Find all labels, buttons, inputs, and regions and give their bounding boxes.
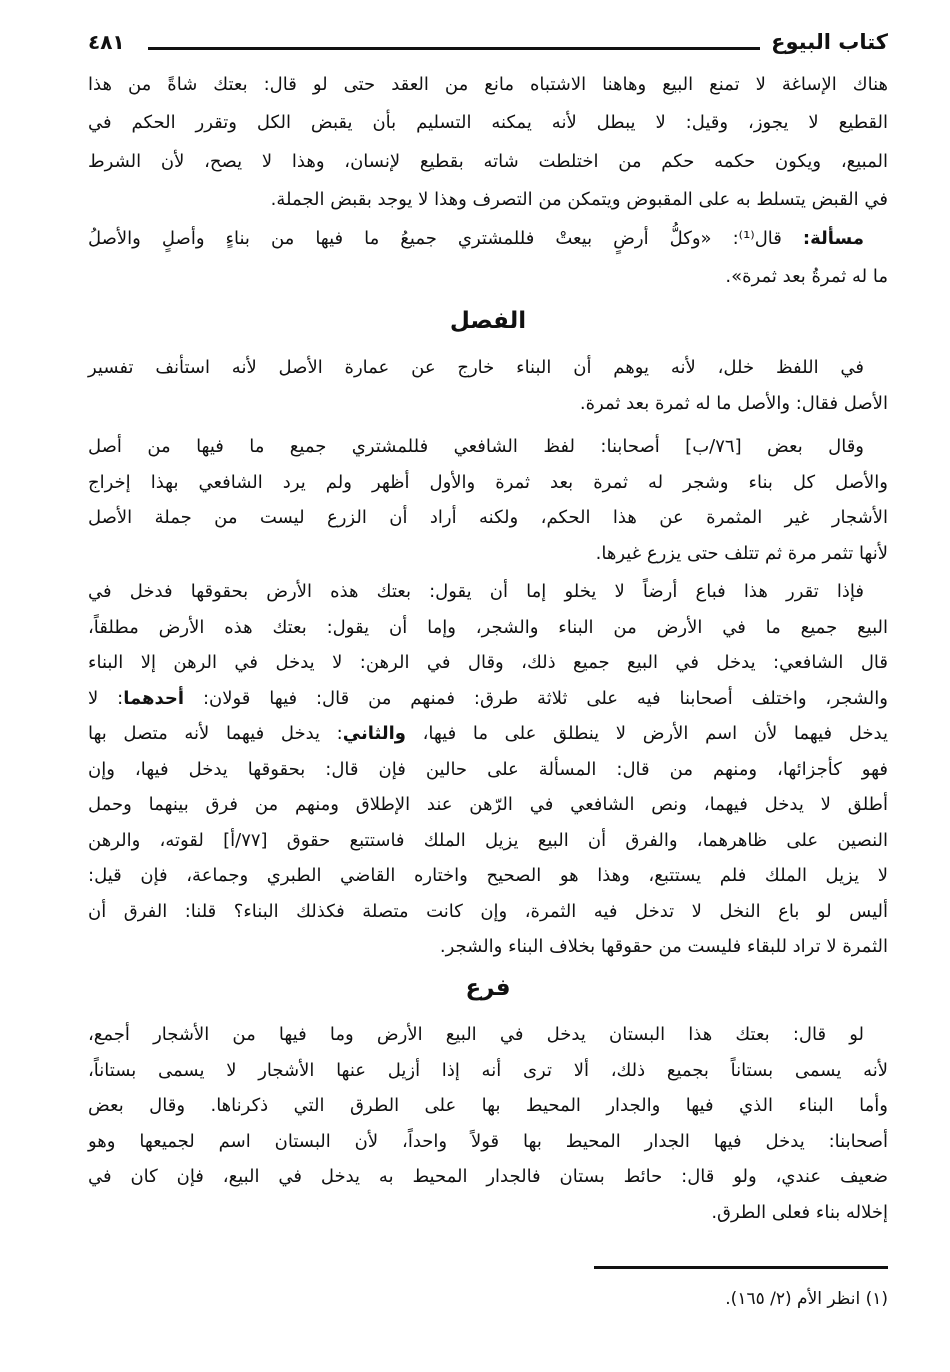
paragraph-1 <box>88 66 888 296</box>
line-text: القطيع لا يجوز، وقيل: لا يبطل لأنه يمكنه التسليم بأن يقبض الكل وتقرر الحكم في <box>88 112 888 134</box>
text-line <box>88 66 888 104</box>
line-text: لا يزيل الملك فلم يستتبع، وهذا هو الصحيح واختاره القاضي الطبري وجماعة، فإن قيل: <box>88 865 888 886</box>
text-line <box>88 1159 888 1195</box>
line-text: : يدخل فيهما لأنه متصل بها <box>88 723 343 744</box>
line-text: قال الشافعي: يدخل في البيع جميع ذلك، وقال في الرهن: لا يدخل في الرهن إلا البناء <box>88 652 888 673</box>
line-text: البيع جميع ما في الأرض من البناء والشجر، وإما أن يقول: بعتك هذه الأرض مطلقاً، <box>88 616 888 638</box>
section-heading-far: فرع <box>465 975 511 1001</box>
page-number: ٤٨١ <box>88 30 125 54</box>
line-text: فإذا تقرر هذا فباع أرضاً لا يخلو إما أن يقول: بعتك هذه الأرض بحقوقها فدخل في <box>88 581 864 602</box>
bold-term: مسألة: <box>802 227 865 249</box>
text-line <box>88 429 888 465</box>
text-line <box>88 386 888 422</box>
paragraph-4 <box>88 574 888 965</box>
text-line <box>88 610 888 646</box>
paragraph-3 <box>88 429 888 571</box>
text-line <box>88 350 888 386</box>
text-line <box>88 258 888 296</box>
line-text: يدخل فيهما لأن اسم الأرض لا ينطلق على ما فيها، <box>405 723 888 744</box>
line-text: ضعيف عندي، ولو قال: حائط بستان فالجدار المحيط به يدخل في البيع، فإن كان في <box>88 1166 888 1187</box>
text-line <box>88 929 888 965</box>
line-text: قال⁽¹⁾: «وكلُّ أرضٍ بيعتْ فللمشتري جميعُ ما فيها من بناءٍ وأصلٍ والأصلُ <box>88 227 803 249</box>
text-line <box>88 752 888 788</box>
line-text: لأنها تثمر مرة ثم تتلف حتى يزرع غيرها. <box>595 542 888 564</box>
book-title: كتاب البيوع <box>771 30 888 54</box>
line-text: الأشجار غير المثمرة عن هذا الحكم، ولكنه أراد أن الزرع ليست من جملة الأصل <box>88 507 888 528</box>
text-line <box>88 465 888 501</box>
line-text: وقال بعض [٧٦/ب] أصحابنا: لفظ الشافعي فللمشتري جميع ما فيها من أصل <box>88 436 864 457</box>
bold-term: أحدهما <box>123 687 185 709</box>
footnote: (١) انظر الأم (٢/ ١٦٥). <box>725 1289 888 1309</box>
line-text: هناك الإساغة لا تمنع البيع وهاهنا الاشتباه مانع من العقد حتى لو قال: بعتك شاةً من هذا <box>88 74 888 95</box>
line-text: وأما البناء الذي فيها والجدار المحيط بها على الطرق التي ذكرناها. وقال بعض <box>88 1095 888 1116</box>
text-line <box>88 500 888 536</box>
text-line <box>88 894 888 930</box>
text-line <box>88 1195 888 1231</box>
paragraph-5 <box>88 1017 888 1230</box>
line-text: إخلاله بناء فعلى الطرق. <box>711 1201 888 1223</box>
line-text: والأصل كل بناء وشجر له ثمرة بعد ثمرة والأول أظهر ولم يرد الشافعي بهذا إخراج <box>88 471 888 493</box>
text-line <box>88 220 888 258</box>
text-line <box>88 536 888 572</box>
line-text: الأصل فقال: والأصل ما له ثمرة بعد ثمرة. <box>579 392 888 414</box>
header-rule <box>148 47 760 50</box>
text-line <box>88 1017 888 1053</box>
text-line <box>88 787 888 823</box>
line-text: ما له ثمرةُ بعد ثمرة». <box>725 265 888 287</box>
text-line <box>88 858 888 894</box>
line-text: لو قال: بعتك هذا البستان يدخل في البيع الأرض وما فيها من الأشجار أجمع، <box>88 1024 864 1045</box>
running-header <box>88 30 888 60</box>
line-text: لأنه يسمى بستاناً بجميع ذلك، ألا ترى أنه إذا أزيل عنها الأشجار لا يسمى بستاناً، <box>88 1059 888 1081</box>
text-line <box>88 716 888 752</box>
line-text: النصين على ظاهرهما، والفرق أن البيع يزيل الملك فاستتبع حقوق [٧٧/أ] لقوته، والرهن <box>88 829 888 851</box>
line-text: والشجر، واختلف أصحابنا فيه على ثلاثة طرق: فمنهم من قال: فيها قولان: <box>184 687 888 709</box>
text-line <box>88 1124 888 1160</box>
paragraph-2 <box>88 350 888 421</box>
text-line <box>88 143 888 181</box>
line-text: في القبض يتسلط به على المقبوض ويتمكن من التصرف وهذا لا يوجد بقبض الجملة. <box>270 189 888 211</box>
line-text: : لا <box>88 687 124 709</box>
text-line <box>88 1053 888 1089</box>
line-text: في اللفظ خلل، لأنه يوهم أن البناء خارج عن عمارة الأصل لأنه استأنف تفسير <box>88 357 864 378</box>
footnote-rule <box>594 1266 888 1269</box>
text-line <box>88 104 888 142</box>
section-heading-fasl: الفصل <box>449 308 527 334</box>
line-text: أليس لو باع النخل لا تدخل فيه الثمرة، وإن كانت متصلة فكذلك البناء؟ قلنا: الفرق أن <box>88 900 888 922</box>
text-line <box>88 1088 888 1124</box>
text-line <box>88 181 888 219</box>
line-text: الثمرة لا تراد للبقاء فليست من حقوقها بخلاف البناء والشجر. <box>439 936 888 957</box>
text-line <box>88 574 888 610</box>
text-line <box>88 645 888 681</box>
line-text: فهو كأجزائها، ومنهم من قال: المسألة على حالين فإن قال: بحقوقها يدخل فيها، وإن <box>88 758 888 780</box>
text-line <box>88 823 888 859</box>
line-text: المبيع، ويكون حكمه حكم من اختلطت شاته بقطيع لإنسان، وهذا لا يصح، لأن الشرط <box>88 150 888 172</box>
bold-term: والثاني <box>342 723 406 744</box>
line-text: أطلق لا يدخل فيهما، ونص الشافعي في الرّهن عند الإطلاق ومنهم من فرق بينهما وحمل <box>88 794 888 815</box>
line-text: أصحابنا: يدخل فيها الجدار المحيط بها قولاً واحداً، لأن البستان اسم لجميعها وهو <box>88 1130 888 1152</box>
text-line <box>88 681 888 717</box>
